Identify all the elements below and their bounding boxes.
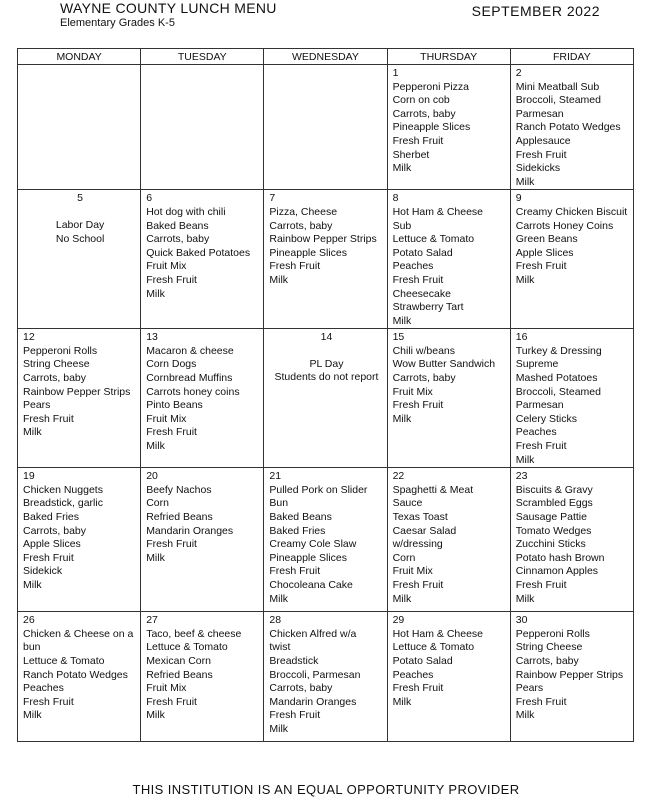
day-header-row	[18, 49, 634, 65]
menu-item: Carrots Honey Coins	[515, 219, 614, 232]
day-cell	[510, 65, 633, 190]
day-number: 14	[320, 331, 333, 344]
menu-item: Corn	[392, 551, 416, 564]
menu-item: Milk	[515, 709, 535, 722]
menu-item: Broccoli, Steamed	[515, 385, 601, 398]
menu-item: Chocoleana Cake	[269, 578, 353, 591]
menu-item: Strawberry Tart	[392, 301, 464, 314]
menu-item: Fresh Fruit	[269, 565, 321, 578]
menu-item: Green Beans	[515, 233, 578, 246]
menu-item: Parmesan	[515, 107, 564, 120]
menu-item: Milk	[392, 592, 412, 605]
menu-item: Hot Ham & Cheese	[392, 205, 484, 218]
menu-item: Baked Beans	[269, 511, 332, 523]
menu-item: Applesauce	[515, 134, 571, 147]
menu-item: Milk	[146, 709, 165, 722]
menu-item: Fresh Fruit	[146, 538, 197, 551]
menu-item: Fresh Fruit	[23, 412, 74, 425]
menu-item: Pizza, Cheese	[269, 205, 338, 218]
menu-item: Potato hash Brown	[515, 551, 605, 564]
spacer	[23, 206, 137, 219]
day-number: 1	[392, 67, 399, 79]
day-number: 27	[146, 614, 158, 627]
menu-item: Pepperoni Rolls	[515, 627, 590, 640]
day-note: Students do not report	[274, 371, 379, 384]
menu-item: Pears	[23, 399, 51, 412]
menu-item: Milk	[392, 412, 412, 425]
day-number: 2	[515, 67, 522, 79]
menu-item: Fruit Mix	[392, 385, 433, 398]
menu-item: Broccoli, Steamed	[515, 94, 601, 107]
menu-item: Cornbread Muffins	[146, 372, 233, 385]
menu-item: Hot Ham & Cheese	[392, 627, 484, 640]
menu-item: Milk	[23, 709, 42, 722]
menu-item: String Cheese	[515, 641, 583, 654]
menu-item: Rainbow Pepper Strips	[269, 233, 377, 246]
week-row	[18, 468, 634, 612]
menu-item: Mexican Corn	[146, 655, 211, 667]
day-cell	[18, 190, 141, 329]
menu-item: Spaghetti & Meat	[392, 483, 474, 496]
menu-item: Creamy Cole Slaw	[269, 538, 357, 551]
menu-item: Parmesan	[515, 399, 564, 412]
menu-item: Milk	[392, 695, 412, 708]
menu-item: Carrots, baby	[269, 219, 333, 232]
day-number: 12	[23, 331, 35, 344]
day-header: THURSDAY	[387, 49, 510, 65]
day-header: TUESDAY	[141, 49, 264, 65]
menu-item: Chicken Alfred w/a	[269, 627, 357, 640]
day-cell	[387, 190, 510, 329]
menu-item: Fresh Fruit	[515, 578, 567, 591]
day-number: 7	[269, 192, 276, 205]
menu-item: Broccoli, Parmesan	[269, 668, 361, 681]
menu-item: Fresh Fruit	[23, 695, 74, 708]
menu-item: Fresh Fruit	[269, 709, 321, 722]
day-cell	[264, 612, 387, 742]
menu-item: Chicken & Cheese on a	[23, 627, 134, 640]
week-row	[18, 329, 634, 468]
menu-item: Milk	[146, 551, 165, 564]
menu-item: Sauce	[392, 497, 423, 510]
menu-item: twist	[269, 641, 291, 654]
day-number: 26	[23, 614, 35, 627]
menu-item: Biscuits & Gravy	[515, 483, 593, 496]
menu-item: Sherbet	[392, 148, 430, 161]
menu-item: Peaches	[23, 682, 64, 695]
menu-item: Potato Salad	[392, 655, 453, 667]
menu-item: Milk	[515, 453, 535, 466]
menu-item: Milk	[23, 578, 42, 591]
day-cell	[141, 65, 264, 190]
day-number: 30	[515, 614, 528, 627]
menu-item: Carrots, baby	[23, 372, 87, 385]
day-cell	[387, 468, 510, 612]
day-note: Labor Day	[55, 218, 105, 231]
menu-item: Lettuce & Tomato	[23, 655, 105, 667]
day-cell	[387, 612, 510, 742]
menu-item: Beefy Nachos	[146, 483, 212, 496]
menu-item: Carrots, baby	[146, 233, 210, 246]
menu-item: Ranch Potato Wedges	[515, 121, 621, 134]
menu-item: Milk	[515, 592, 535, 605]
menu-item: Tomato Wedges	[515, 524, 592, 537]
menu-item: Zucchini Sticks	[515, 538, 586, 551]
menu-item: Lettuce & Tomato	[146, 641, 228, 654]
menu-title: WAYNE COUNTY LUNCH MENU	[60, 0, 277, 16]
menu-item: Lettuce & Tomato	[392, 233, 475, 246]
menu-item: Carrots, baby	[23, 524, 87, 537]
day-number: 8	[392, 192, 399, 205]
day-cell	[510, 190, 633, 329]
menu-item: Sub	[392, 219, 412, 232]
menu-item: Fresh Fruit	[23, 551, 74, 564]
menu-item: Baked Beans	[146, 219, 209, 232]
menu-item: Pineapple Slices	[392, 121, 471, 134]
menu-item: Turkey & Dressing	[515, 344, 602, 357]
menu-item: Fruit Mix	[392, 565, 433, 578]
menu-item: Sidekicks	[515, 162, 561, 175]
menu-item: Fresh Fruit	[515, 695, 567, 708]
menu-item: Corn	[146, 497, 169, 510]
menu-item: Pineapple Slices	[269, 246, 348, 259]
menu-item: Carrots, baby	[269, 682, 333, 695]
day-cell	[264, 329, 387, 468]
day-number: 21	[269, 470, 282, 483]
day-header: MONDAY	[18, 49, 141, 65]
menu-item: Fresh Fruit	[515, 148, 567, 161]
day-note: No School	[55, 232, 105, 245]
menu-item: Fresh Fruit	[146, 695, 197, 708]
menu-item: Fresh Fruit	[146, 273, 197, 286]
menu-item: Rainbow Pepper Strips	[23, 385, 131, 398]
menu-item: Milk	[392, 314, 412, 327]
menu-item: String Cheese	[23, 358, 90, 371]
menu-item: Carrots honey coins	[146, 385, 240, 398]
menu-item: Peaches	[392, 668, 434, 681]
menu-item: Breadstick	[269, 655, 319, 667]
day-header: WEDNESDAY	[264, 49, 387, 65]
menu-item: Lettuce & Tomato	[392, 641, 475, 654]
day-number: 5	[77, 192, 84, 205]
menu-item: Cinnamon Apples	[515, 565, 599, 578]
menu-item: Ranch Potato Wedges	[23, 668, 128, 681]
day-cell	[18, 329, 141, 468]
menu-item: Fresh Fruit	[392, 273, 444, 286]
menu-item: Mashed Potatoes	[515, 372, 598, 385]
menu-item: Pears	[515, 682, 544, 695]
lunch-calendar	[17, 48, 634, 742]
menu-item: Fresh Fruit	[269, 260, 321, 273]
menu-item: Chicken Nuggets	[23, 483, 103, 496]
day-cell	[264, 468, 387, 612]
week-row	[18, 612, 634, 742]
menu-item: Milk	[146, 440, 165, 453]
day-cell	[510, 468, 633, 612]
day-number: 9	[515, 192, 522, 205]
day-number: 19	[23, 470, 35, 483]
day-number: 20	[146, 470, 158, 483]
menu-item: Mini Meatball Sub	[515, 80, 600, 93]
day-cell	[141, 468, 264, 612]
menu-item: Celery Sticks	[515, 412, 578, 425]
day-cell	[18, 612, 141, 742]
menu-item: Chili w/beans	[392, 344, 456, 357]
menu-item: Pepperoni Pizza	[392, 80, 470, 93]
day-cell	[387, 329, 510, 468]
day-note: PL Day	[309, 357, 344, 370]
menu-item: Milk	[146, 287, 165, 300]
menu-item: bun	[23, 641, 41, 654]
menu-item: Pinto Beans	[146, 399, 203, 412]
menu-item: Corn Dogs	[146, 358, 197, 371]
menu-item: Milk	[23, 426, 42, 439]
menu-item: Potato Salad	[392, 246, 453, 259]
day-number: 29	[392, 614, 405, 627]
menu-item: Quick Baked Potatoes	[146, 246, 251, 259]
menu-item: Macaron & cheese	[146, 344, 234, 357]
menu-item: Cheesecake	[392, 287, 451, 300]
menu-item: Bun	[269, 497, 289, 510]
menu-item: Refried Beans	[146, 668, 213, 681]
menu-item: Fresh Fruit	[515, 440, 567, 453]
menu-item: Pulled Pork on Slider	[269, 483, 368, 496]
day-cell	[18, 65, 141, 190]
menu-item: Baked Fries	[269, 524, 326, 537]
week-row	[18, 65, 634, 190]
menu-month: SEPTEMBER 2022	[471, 3, 600, 19]
menu-subtitle: Elementary Grades K-5	[60, 17, 175, 29]
menu-item: Carrots, baby	[392, 372, 456, 385]
menu-item: Apple Slices	[515, 246, 574, 259]
day-header: FRIDAY	[510, 49, 633, 65]
equal-opportunity-footer: THIS INSTITUTION IS AN EQUAL OPPORTUNITY PROVIDER	[132, 782, 520, 797]
menu-item: Apple Slices	[23, 538, 81, 551]
menu-item: Supreme	[515, 358, 559, 371]
menu-item: Sidekick	[23, 565, 63, 578]
day-number: 15	[392, 331, 405, 344]
spacer	[269, 345, 383, 358]
menu-item: Fresh Fruit	[392, 399, 444, 412]
menu-item: Milk	[392, 162, 412, 175]
day-number: 22	[392, 470, 405, 483]
menu-item: Texas Toast	[392, 511, 448, 523]
week-row	[18, 190, 634, 329]
menu-item: Milk	[515, 175, 535, 188]
day-cell	[141, 612, 264, 742]
menu-item: Corn on cob	[392, 94, 450, 107]
menu-item: Peaches	[515, 426, 557, 439]
menu-item: Scrambled Eggs	[515, 497, 593, 510]
day-number: 28	[269, 614, 282, 627]
menu-item: Taco, beef & cheese	[146, 627, 242, 640]
menu-item: Pepperoni Rolls	[23, 344, 98, 357]
day-number: 23	[515, 470, 528, 483]
menu-item: Mandarin Oranges	[269, 695, 357, 708]
menu-item: Fruit Mix	[146, 682, 187, 695]
menu-item: Baked Fries	[23, 511, 80, 523]
menu-item: Fresh Fruit	[515, 260, 567, 273]
day-cell	[387, 65, 510, 190]
menu-item: Creamy Chicken Biscuit	[515, 205, 628, 218]
day-number: 6	[146, 192, 153, 205]
menu-item: Fresh Fruit	[146, 426, 197, 439]
day-cell	[264, 190, 387, 329]
menu-item: Milk	[515, 273, 535, 286]
menu-item: Wow Butter Sandwich	[392, 358, 496, 371]
day-cell	[18, 468, 141, 612]
day-cell	[264, 65, 387, 190]
menu-item: Rainbow Pepper Strips	[515, 668, 624, 681]
day-cell	[141, 190, 264, 329]
day-cell	[141, 329, 264, 468]
menu-item: Fresh Fruit	[392, 682, 444, 695]
menu-item: Sausage Pattie	[515, 511, 587, 523]
menu-item: Fresh Fruit	[392, 134, 444, 147]
day-number: 16	[515, 331, 528, 344]
menu-item: Fruit Mix	[146, 260, 187, 273]
menu-item: Carrots, baby	[515, 655, 579, 667]
menu-item: Milk	[269, 592, 289, 605]
menu-item: Fruit Mix	[146, 412, 187, 425]
menu-item: Carrots, baby	[392, 107, 456, 120]
menu-item: Fresh Fruit	[392, 578, 444, 591]
menu-item: Caesar Salad	[392, 524, 457, 537]
day-cell	[510, 329, 633, 468]
menu-item: Pineapple Slices	[269, 551, 348, 564]
menu-item: Milk	[269, 273, 289, 286]
day-cell	[510, 612, 633, 742]
menu-item: Peaches	[392, 260, 434, 273]
menu-item: w/dressing	[392, 538, 443, 551]
menu-item: Breadstick, garlic	[23, 497, 103, 510]
menu-item: Milk	[269, 722, 289, 735]
menu-item: Refried Beans	[146, 511, 213, 523]
day-number: 13	[146, 331, 158, 344]
menu-item: Hot dog with chili	[146, 205, 226, 218]
menu-item: Mandarin Oranges	[146, 524, 234, 537]
